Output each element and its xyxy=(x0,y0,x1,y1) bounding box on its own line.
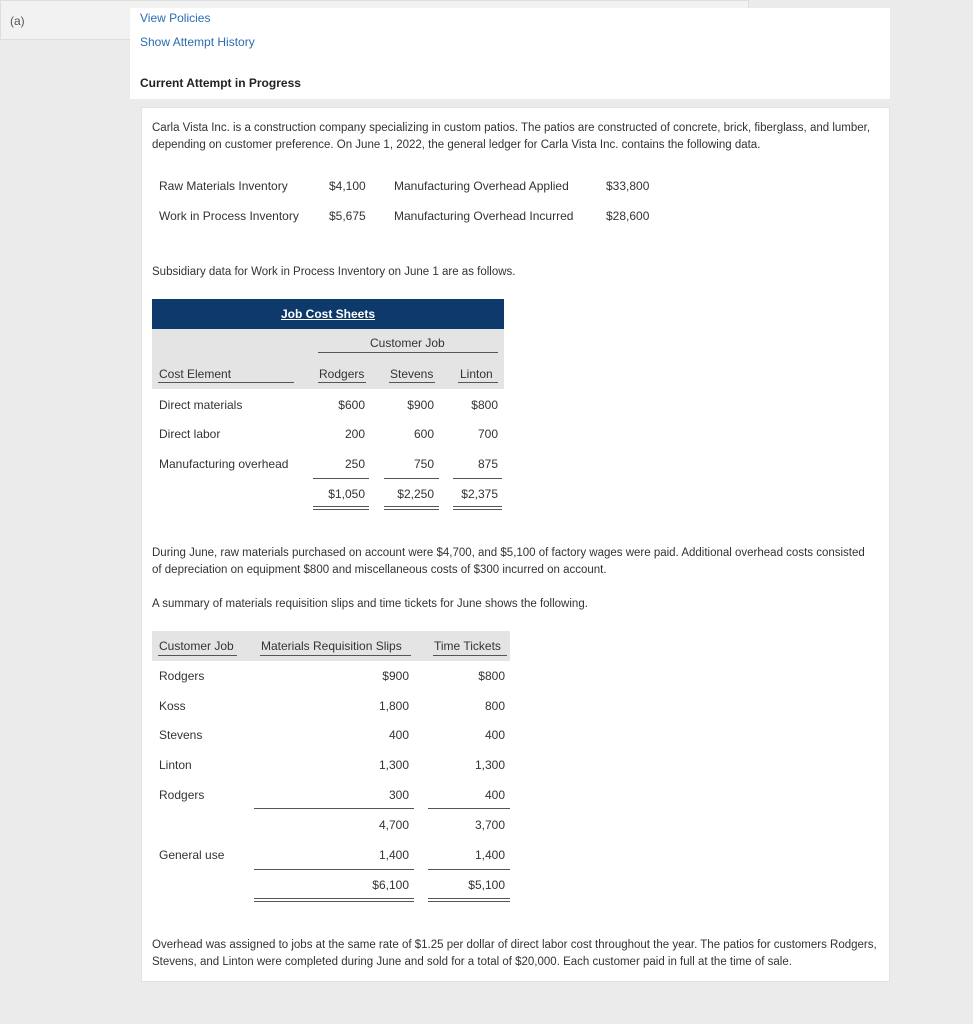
requisition-job: Rodgers xyxy=(159,669,205,683)
requisition-job: Koss xyxy=(159,699,186,713)
ledger-label: Manufacturing Overhead Applied xyxy=(394,179,569,193)
requisition-job: Linton xyxy=(159,758,192,772)
job-cost-total: $2,250 xyxy=(397,487,434,501)
job-cost-cell: 250 xyxy=(344,457,365,471)
requisition-tt: $800 xyxy=(478,669,505,683)
requisition-job: Rodgers xyxy=(159,788,205,802)
summary-text: A summary of materials requisition slips and time tickets for June shows the following. xyxy=(152,598,588,610)
customer-header: Rodgers xyxy=(319,367,365,381)
requisition-total-tt: $5,100 xyxy=(468,878,505,892)
requisition-tt: 400 xyxy=(484,788,505,802)
requisition-mrs: 1,300 xyxy=(378,758,409,772)
requisition-subtotal-tt: 3,700 xyxy=(474,818,505,832)
intro-paragraph: Carla Vista Inc. is a construction company specializing in custom patios. The patios are constructed of concrete, brick, fiberglass, and lumber, depending on customer preference. On June 1, 2022, the general ledger for Carla Vista Inc. contains the following data. xyxy=(152,122,871,151)
requisition-mrs: 1,400 xyxy=(378,848,409,862)
overhead-paragraph: Overhead was assigned to jobs at the same rate of $1.25 per dollar of direct labor cost throughout the year. The patios for customers Rodgers, Stevens, and Linton were completed during June and sold for a total of $20,000. Each customer paid in full at the time of sale. xyxy=(152,939,877,968)
job-cost-total: $1,050 xyxy=(328,487,365,501)
ledger-value: $33,800 xyxy=(606,179,650,193)
current-attempt-label: Current Attempt in Progress xyxy=(140,76,301,90)
job-cost-cell: 875 xyxy=(477,457,498,471)
requisition-job: Stevens xyxy=(159,728,203,742)
job-cost-total: $2,375 xyxy=(461,487,498,501)
requisition-mrs: $900 xyxy=(382,669,409,683)
requisition-job: General use xyxy=(159,848,225,862)
cost-element-label: Manufacturing overhead xyxy=(159,457,289,471)
customer-header: Linton xyxy=(460,367,493,381)
time-tickets-header: Time Tickets xyxy=(434,639,501,653)
job-cost-cell: $800 xyxy=(471,398,498,412)
customer-job-group-header: Customer Job xyxy=(370,336,445,350)
job-cost-cell: $600 xyxy=(338,398,365,412)
job-cost-cell: $900 xyxy=(407,398,434,412)
job-cost-cell: 700 xyxy=(477,427,498,441)
requisition-mrs: 400 xyxy=(388,728,409,742)
job-cost-cell: 200 xyxy=(344,427,365,441)
ledger-value: $28,600 xyxy=(606,209,650,223)
requisition-tt: 1,400 xyxy=(474,848,505,862)
part-a-label: (a) xyxy=(10,14,25,28)
customer-job-header: Customer Job xyxy=(159,639,234,653)
attempt-header-panel xyxy=(130,8,890,99)
show-attempt-history-link[interactable]: Show Attempt History xyxy=(140,35,255,49)
ledger-value: $4,100 xyxy=(329,179,366,193)
requisition-tt: 400 xyxy=(484,728,505,742)
ledger-label: Manufacturing Overhead Incurred xyxy=(394,209,574,223)
requisition-tt: 1,300 xyxy=(474,758,505,772)
cost-element-label: Direct labor xyxy=(159,427,221,441)
view-policies-link[interactable]: View Policies xyxy=(140,11,211,25)
requisition-tt: 800 xyxy=(484,699,505,713)
cost-element-header: Cost Element xyxy=(159,367,232,381)
requisition-subtotal-mrs: 4,700 xyxy=(378,818,409,832)
subsidiary-text: Subsidiary data for Work in Process Inventory on June 1 are as follows. xyxy=(152,266,516,278)
job-cost-cell: 600 xyxy=(413,427,434,441)
job-cost-title: Job Cost Sheets xyxy=(280,307,376,321)
requisition-total-mrs: $6,100 xyxy=(372,878,409,892)
requisition-mrs: 300 xyxy=(388,788,409,802)
job-cost-title-bar xyxy=(152,299,504,329)
materials-requisition-header: Materials Requisition Slips xyxy=(261,639,402,653)
requisition-mrs: 1,800 xyxy=(378,699,409,713)
cost-element-label: Direct materials xyxy=(159,398,243,412)
june-paragraph: During June, raw materials purchased on account were $4,700, and $5,100 of factory wages were paid. Additional overhead costs consisted of depreciation on equipment $800 and miscellaneous costs of $300 incurred on account. xyxy=(152,547,865,576)
ledger-label: Raw Materials Inventory xyxy=(159,179,288,193)
ledger-value: $5,675 xyxy=(329,209,366,223)
customer-header: Stevens xyxy=(390,367,434,381)
ledger-label: Work in Process Inventory xyxy=(159,209,299,223)
job-cost-cell: 750 xyxy=(413,457,434,471)
